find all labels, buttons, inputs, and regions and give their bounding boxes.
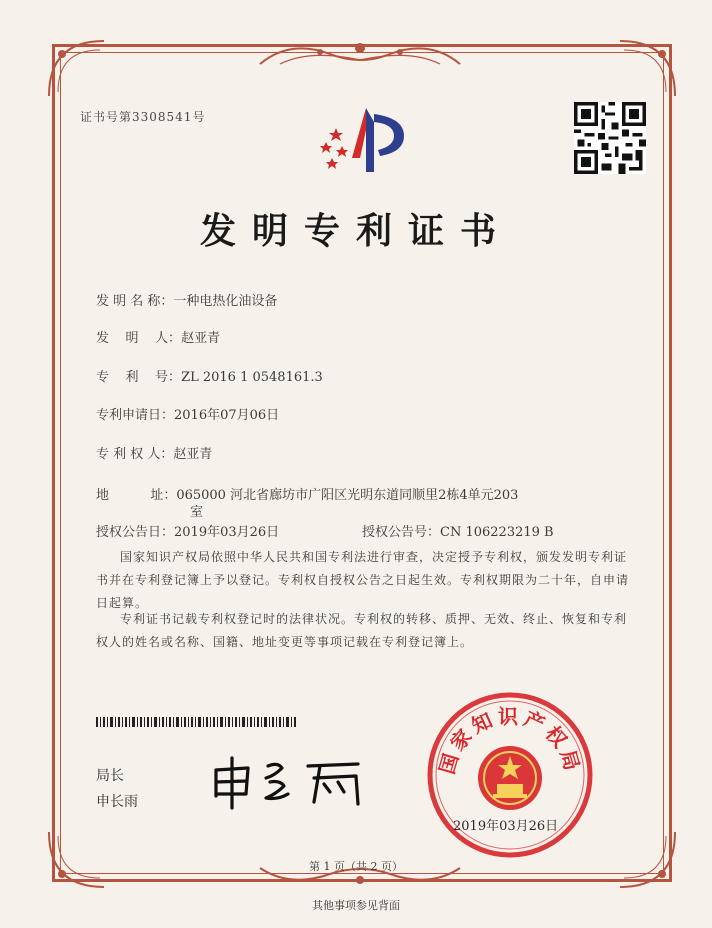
filing-date-label: 专利申请日： (96, 408, 175, 423)
address-value-line1: 065000 河北省廊坊市广阳区光明东道同顺里2栋4单元203 (176, 488, 519, 503)
patent-number-label: 专 利 号： (96, 370, 182, 385)
footer-note: 其他事项参见背面 (312, 899, 400, 912)
barcode (96, 717, 296, 727)
corner-ornament-top-right (610, 36, 680, 106)
inventor-label: 发 明 人： (96, 331, 182, 346)
svg-text:国家知识产权局: 国家知识产权局 (434, 704, 586, 777)
inventor-value: 赵亚青 (181, 331, 221, 346)
inventor-row (96, 327, 220, 346)
grant-number-value: CN 106223219 B (440, 525, 554, 540)
corner-ornament-bottom-left (44, 822, 114, 892)
cnipa-logo (308, 100, 418, 180)
corner-ornament-bottom-right (610, 822, 680, 892)
invention-name-label: 发 明 名 称： (96, 294, 174, 309)
grant-date-value: 2019年03月26日 (174, 525, 280, 540)
invention-name-row (96, 290, 277, 309)
patentee-row (96, 443, 212, 462)
certificate-statement-paragraph: 国家知识产权局依照中华人民共和国专利法进行审查，决定授予专利权，颁发发明专利证书并在专利登记簿上予以登记。专利权自授权公告之日起生效。专利权期限为二十年，自申请日起算。 (96, 550, 630, 610)
address-value-line2: 室 (190, 505, 204, 520)
filing-date-row (96, 404, 279, 423)
address-continuation (190, 501, 203, 520)
seal-date: 2019年03月26日 (453, 819, 559, 834)
patent-number-row (96, 366, 323, 385)
certificate-number: 证书号第3308541号 (80, 110, 206, 124)
patent-number-value: ZL 2016 1 0548161.3 (181, 370, 323, 385)
grant-date-label: 授权公告日： (96, 525, 175, 540)
corner-ornament-top-left (44, 36, 114, 106)
page-number: 第 1 页（共 2 页） (309, 860, 403, 873)
grant-number-label: 授权公告号： (362, 525, 441, 540)
filing-date-value: 2016年07月06日 (174, 408, 280, 423)
patentee-value: 赵亚青 (173, 447, 213, 462)
qr-code (574, 102, 646, 174)
legal-status-paragraph: 专利证书记载专利权登记时的法律状况。专利权的转移、质押、无效、终止、恢复和专利权人的姓名或名称、国籍、地址变更等事项记载在专利登记簿上。 (96, 612, 628, 649)
invention-name-value: 一种电热化油设备 (173, 294, 278, 309)
address-label: 地 址： (96, 488, 177, 503)
patentee-label: 专 利 权 人： (96, 447, 174, 462)
official-seal (425, 690, 595, 860)
director-title: 局长 (96, 768, 124, 784)
top-ornament (250, 34, 470, 74)
address-row (96, 484, 518, 503)
document-title: 发明专利证书 (199, 210, 512, 252)
director-name: 申长雨 (96, 794, 138, 810)
director-signature (208, 752, 378, 812)
grant-date-row (96, 521, 279, 540)
grant-number-row (362, 521, 554, 540)
